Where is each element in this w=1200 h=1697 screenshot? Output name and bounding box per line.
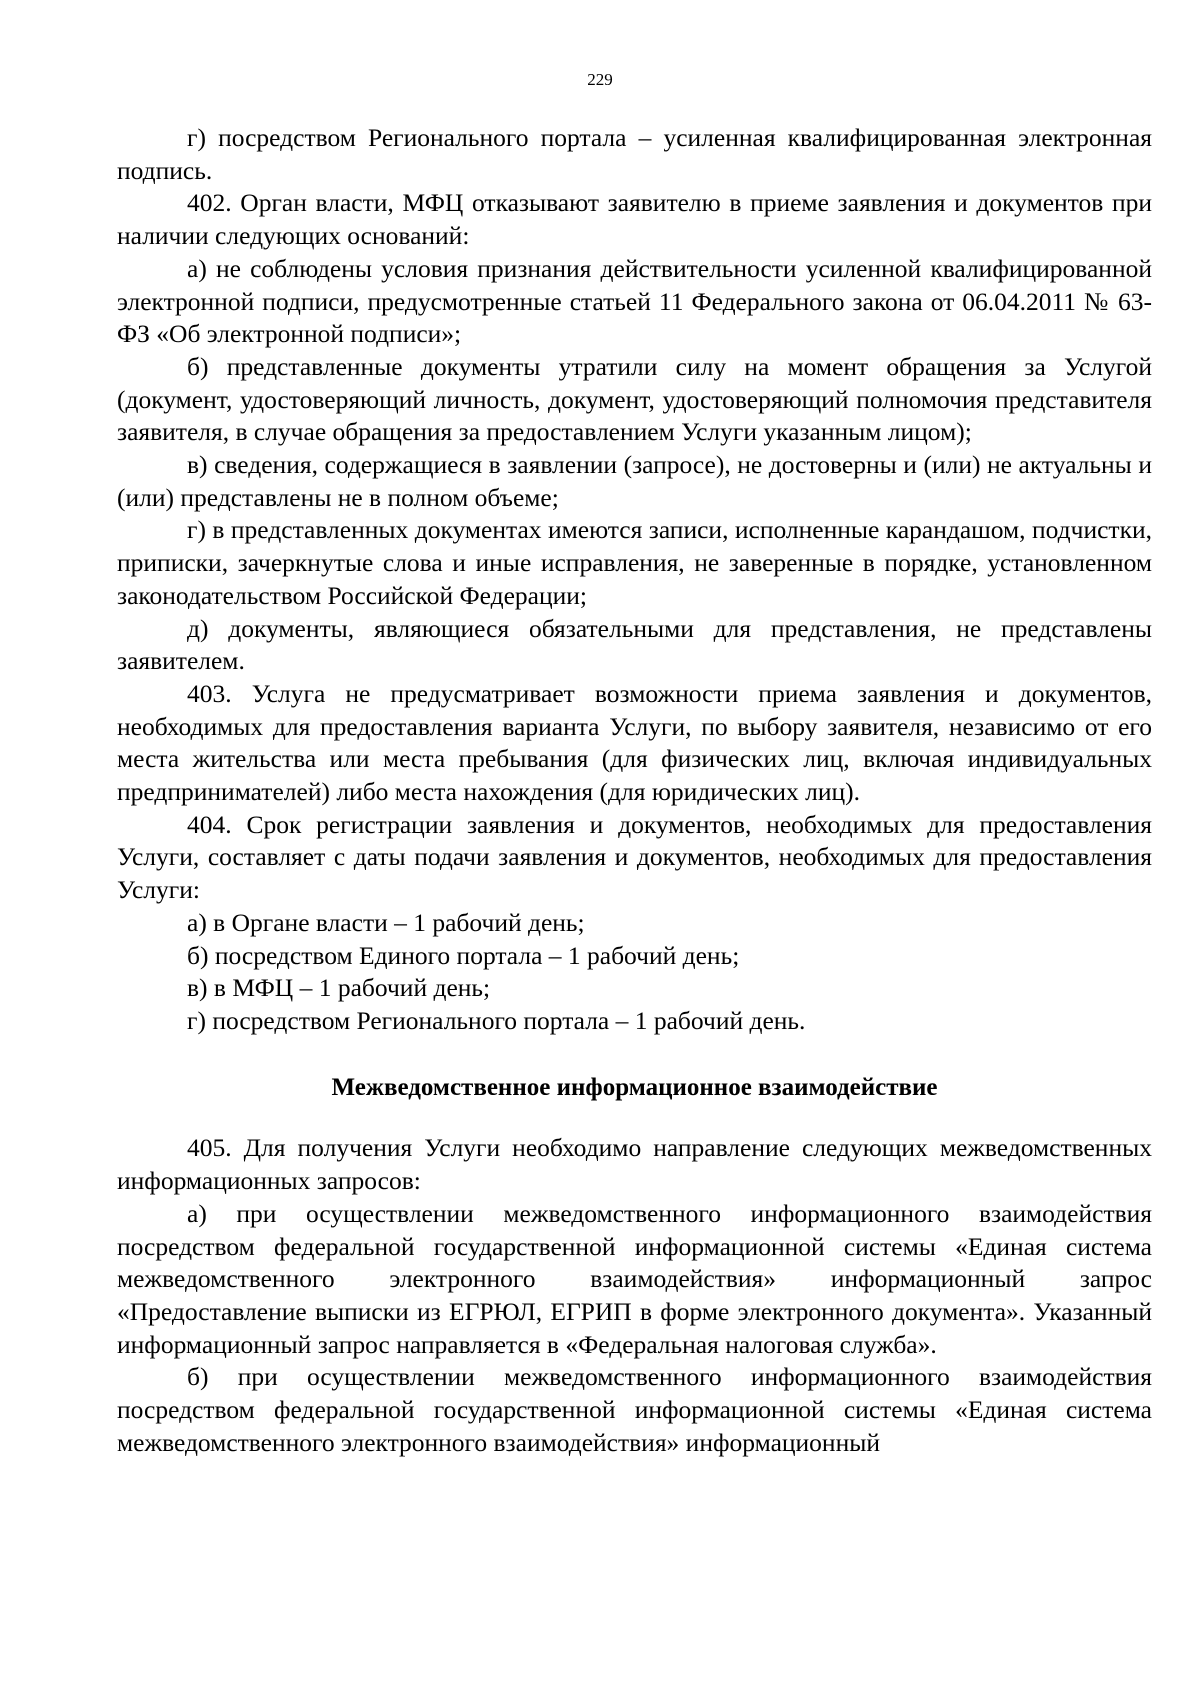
paragraph-404-b: б) посредством Единого портала – 1 рабочий день; [187, 940, 740, 970]
paragraph-402: 402. Орган власти, МФЦ отказывают заявителю в приеме заявления и документов при наличии следующих оснований: [117, 188, 1152, 251]
paragraph-403: 403. Услуга не предусматривает возможности приема заявления и документов, необходимых для предоставления варианта Услуги, по выбору заявителя, независимо от его места жительства или места пребывания (для физических лиц, включая индивидуальных предпринимателей) либо места нахождения (для юридических лиц). [117, 678, 1152, 807]
paragraph-404-a: а) в Органе власти – 1 рабочий день; [187, 907, 585, 937]
paragraph-402-g: г) в представленных документах имеются записи, исполненные карандашом, подчистки, приписки, зачеркнутые слова и иные исправления, не заверенные в порядке, установленном законодательством Российской Федерации; [117, 515, 1152, 610]
paragraph-402-b: б) представленные документы утратили силу на момент обращения за Услугой (документ, удостоверяющий личность, документ, удостоверяющий полномочия представителя заявителя, в случае обращения за предоставлением Услуги указанным лицом); [117, 351, 1152, 447]
paragraph-402-a: а) не соблюдены условия признания действительности усиленной квалифицированной электронной подписи, предусмотренные статьей 11 Федерального закона от 06.04.2011 № 63-ФЗ «Об электронной подписи»; [117, 253, 1152, 349]
paragraph-405-b: б) при осуществлении межведомственного информационного взаимодействия посредством федеральной государственной информационной системы «Единая система межведомственного электронного взаимодействия» информационный [117, 1362, 1152, 1457]
paragraph-402-d: д) документы, являющиеся обязательными для представления, не представлены заявителем. [117, 613, 1152, 676]
page-number: 229 [587, 70, 613, 89]
paragraph-402-v: в) сведения, содержащиеся в заявлении (запросе), не достоверны и (или) не актуальны и (или) представлены не в полном объеме; [117, 450, 1152, 512]
paragraph-404-g: г) посредством Регионального портала – 1 рабочий день. [187, 1005, 806, 1035]
document-body [117, 122, 1152, 1459]
paragraph-404-v: в) в МФЦ – 1 рабочий день; [187, 973, 491, 1003]
paragraph-405: 405. Для получения Услуги необходимо направление следующих межведомственных информационных запросов: [117, 1133, 1152, 1196]
section-heading: Межведомственное информационное взаимодействие [331, 1073, 938, 1101]
paragraph-405-a: а) при осуществлении межведомственного информационного взаимодействия посредством федеральной государственной информационной системы «Единая система межведомственного электронного взаимодействия» информационный запрос «Предоставление выписки из ЕГРЮЛ, ЕГРИП в форме электронного документа». Указанный информационный запрос направляется в «Федеральная налоговая служба». [117, 1198, 1152, 1359]
paragraph-404: 404. Срок регистрации заявления и документов, необходимых для предоставления Услуги, составляет с даты подачи заявления и документов, необходимых для предоставления Услуги: [117, 809, 1152, 905]
paragraph: г) посредством Регионального портала – усиленная квалифицированная электронная подпись. [117, 123, 1152, 185]
